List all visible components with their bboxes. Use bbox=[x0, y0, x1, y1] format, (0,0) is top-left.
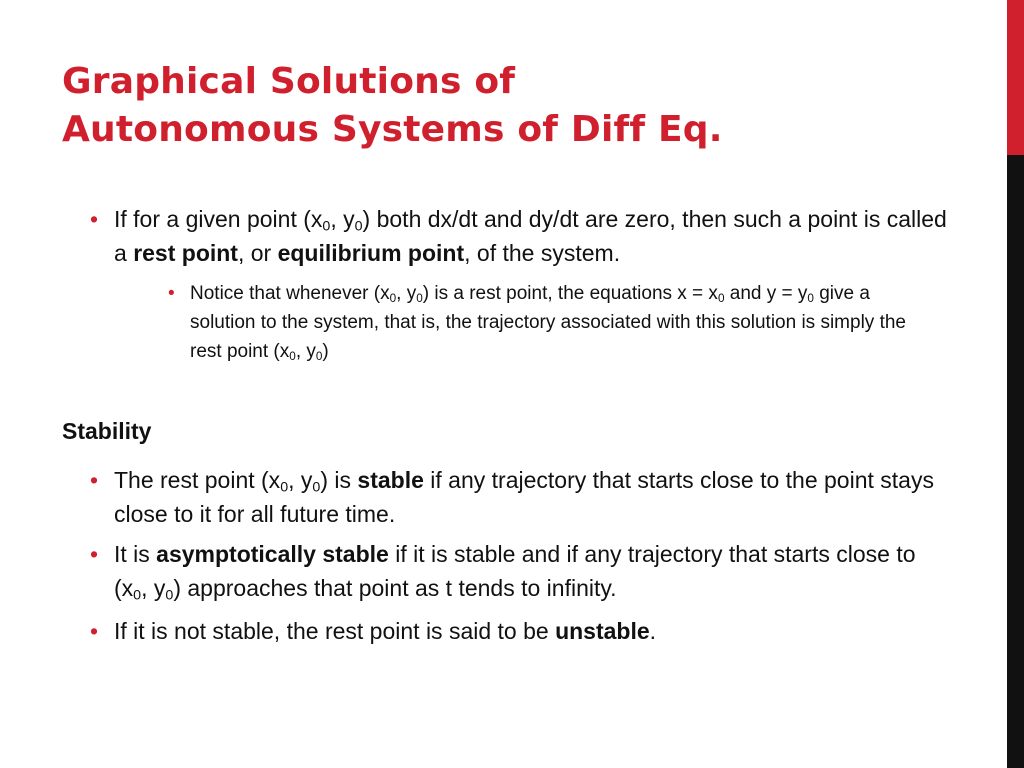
accent-bar-red bbox=[1007, 0, 1024, 155]
text-run: The rest point (x bbox=[114, 467, 281, 493]
text-run: , y bbox=[330, 206, 355, 232]
text-run: ) is bbox=[320, 467, 358, 493]
bold-term: equilibrium point bbox=[277, 240, 465, 266]
subscript-text: 0 bbox=[312, 479, 321, 496]
text-run: If it is not stable, the rest point is said to be bbox=[114, 618, 556, 644]
slide-title-line-1: Graphical Solutions of bbox=[62, 61, 516, 102]
text-run: If for a given point (x bbox=[114, 206, 323, 232]
accent-bar-black bbox=[1007, 155, 1024, 768]
subscript-text: 0 bbox=[289, 349, 296, 363]
text-run: if it is stable and if any trajectory that starts close to (x bbox=[114, 541, 916, 601]
text-run: ) both dx/dt and dy/dt are zero, then such a point is called a bbox=[114, 206, 947, 266]
subscript-text: 0 bbox=[389, 291, 397, 305]
text-run: , y bbox=[141, 575, 166, 601]
sub-bullet-rest-point-note bbox=[190, 279, 930, 366]
text-run: It is bbox=[114, 541, 157, 567]
text-run: , y bbox=[396, 283, 417, 304]
text-run: , or bbox=[237, 240, 278, 266]
subscript-text: 0 bbox=[416, 291, 423, 305]
bullet-asymptotically-stable-definition bbox=[114, 537, 954, 605]
slide-title-line-2: Autonomous Systems of Diff Eq. bbox=[62, 109, 723, 150]
subscript-text: 0 bbox=[133, 587, 142, 604]
bold-term: asymptotically stable bbox=[156, 541, 389, 567]
subscript-text: 0 bbox=[322, 218, 331, 235]
subscript-text: 0 bbox=[354, 218, 363, 235]
text-run: ) bbox=[322, 341, 329, 362]
bold-term: stable bbox=[357, 467, 424, 493]
bold-term: unstable bbox=[555, 618, 650, 644]
text-run: if any trajectory that starts close to the point stays close to it for all future time. bbox=[114, 467, 934, 527]
text-run: , y bbox=[295, 341, 316, 362]
text-run: , of the system. bbox=[464, 240, 621, 266]
bullet-rest-point-definition bbox=[114, 202, 954, 270]
text-run: , y bbox=[288, 467, 313, 493]
text-run: ) is a rest point, the equations x = x bbox=[422, 283, 718, 304]
text-run: ) approaches that point as t tends to infinity. bbox=[173, 575, 617, 601]
text-run: . bbox=[649, 618, 657, 644]
slide-title bbox=[62, 58, 723, 154]
section-heading-stability: Stability bbox=[62, 418, 152, 444]
subscript-text: 0 bbox=[717, 291, 725, 305]
subscript-text: 0 bbox=[315, 349, 323, 363]
text-run: Notice that whenever (x bbox=[190, 283, 390, 304]
bullet-unstable-definition bbox=[114, 614, 954, 648]
bold-term: rest point bbox=[133, 240, 238, 266]
subscript-text: 0 bbox=[280, 479, 289, 496]
subscript-text: 0 bbox=[165, 587, 174, 604]
text-run: give a solution to the system, that is, the trajectory associated with this solution is simply the rest point (x bbox=[190, 283, 906, 362]
subscript-text: 0 bbox=[807, 291, 814, 305]
text-run: and y = y bbox=[724, 283, 808, 304]
bullet-stable-definition bbox=[114, 463, 954, 531]
